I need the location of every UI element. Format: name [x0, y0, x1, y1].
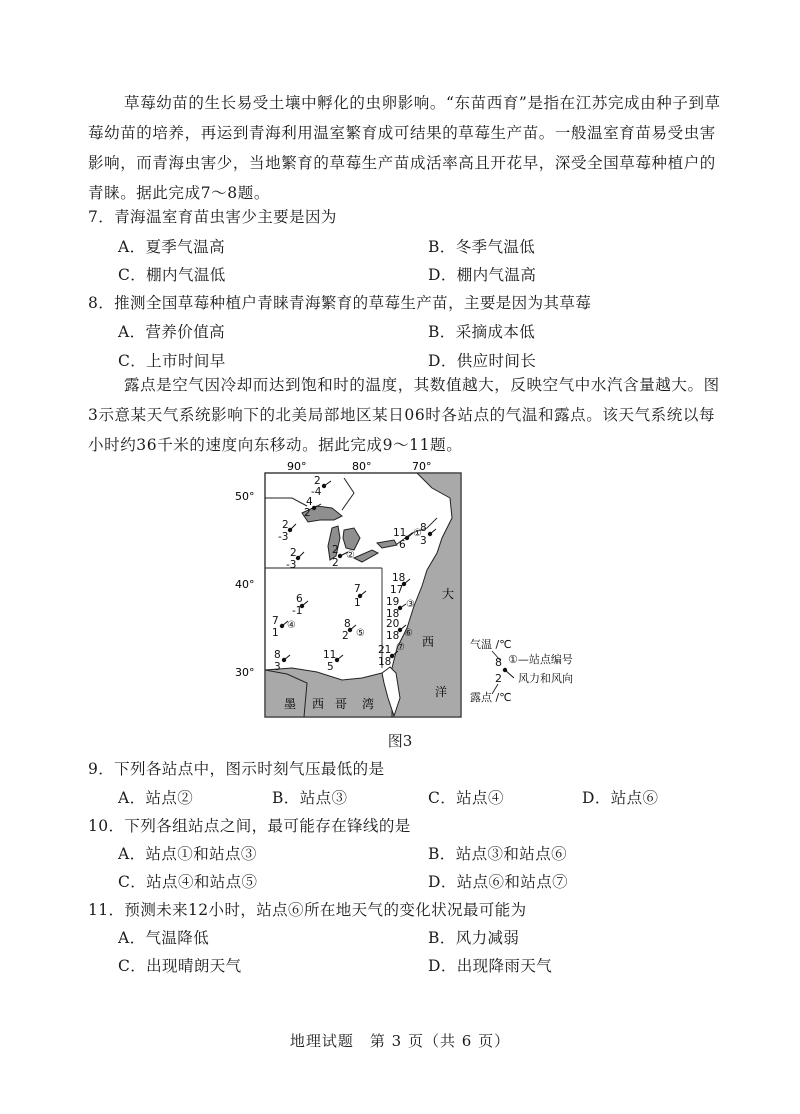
q9-option-a[interactable]: A．站点②: [118, 789, 194, 807]
svg-text:2: 2: [495, 672, 502, 685]
svg-text:露点 /℃: 露点 /℃: [470, 691, 512, 704]
svg-text:-4: -4: [311, 486, 322, 498]
q8-option-d[interactable]: D．供应时间长: [428, 352, 537, 370]
figure-caption: 图3: [387, 732, 413, 750]
q8-option-a[interactable]: A．营养价值高: [118, 323, 225, 341]
svg-text:②: ②: [346, 550, 355, 561]
svg-text:⑥: ⑥: [404, 628, 413, 639]
q7-option-c[interactable]: C．棚内气温低: [118, 266, 226, 284]
q11-option-d[interactable]: D．出现降雨天气: [428, 957, 553, 975]
svg-text:2: 2: [332, 557, 339, 569]
svg-text:18: 18: [386, 630, 400, 642]
svg-text:-3: -3: [278, 531, 289, 543]
q8-option-b[interactable]: B．采摘成本低: [428, 323, 536, 341]
question-8-stem: 8．推测全国草莓种植户青睐青海繁育的草莓生产苗，主要是因为其草莓: [88, 294, 592, 312]
svg-text:20: 20: [386, 618, 400, 630]
page-footer: 地理试题 第 3 页（共 6 页）: [289, 1032, 511, 1050]
lat-label-30: 30°: [235, 666, 255, 679]
svg-text:④: ④: [287, 620, 296, 631]
passage-dewpoint: 露点是空气因冷却而达到饱和时的温度，其数值越大，反映空气中水汽含量越大。图3示意某天气系统影响下的北美局部地区某日06时各站点的气温和露点。该天气系统以每小时约36千米的速度向东移动。据此完成9～11题。: [88, 376, 720, 454]
svg-text:7: 7: [272, 615, 279, 627]
map-legend: [470, 637, 573, 704]
svg-text:7: 7: [354, 583, 361, 595]
svg-text:⑤: ⑤: [356, 628, 365, 639]
svg-text:-3: -3: [286, 559, 297, 571]
svg-text:8: 8: [495, 656, 502, 669]
label-wan: 湾: [362, 697, 375, 711]
label-xi: 西: [312, 697, 325, 711]
q10-option-b[interactable]: B．站点③和站点⑥: [428, 845, 567, 863]
svg-text:-1: -1: [292, 605, 303, 617]
svg-text:5: 5: [327, 661, 334, 673]
svg-text:4: 4: [306, 496, 313, 508]
svg-text:⑦: ⑦: [396, 642, 405, 653]
svg-text:气温 /℃: 气温 /℃: [470, 638, 512, 651]
svg-text:3: 3: [420, 535, 427, 547]
svg-text:1: 1: [272, 627, 279, 639]
q11-option-c[interactable]: C．出现晴朗天气: [118, 957, 242, 975]
lon-label-90: 90°: [287, 460, 307, 473]
q7-option-a[interactable]: A．夏季气温高: [118, 238, 225, 256]
question-11-stem: 11．预测未来12小时，站点⑥所在地天气的变化状况最可能为: [88, 901, 527, 919]
lon-label-70: 70°: [412, 460, 432, 473]
question-7-stem: 7．青海温室育苗虫害少主要是因为: [88, 208, 337, 226]
svg-text:8: 8: [420, 522, 427, 534]
label-da: 大: [442, 587, 455, 601]
q9-option-b[interactable]: B．站点③: [272, 789, 348, 807]
label-yang: 洋: [435, 685, 448, 699]
q10-option-d[interactable]: D．站点⑥和站点⑦: [428, 873, 569, 891]
q9-option-d[interactable]: D．站点⑥: [582, 789, 659, 807]
question-10-stem: 10．下列各组站点之间，最可能存在锋线的是: [88, 817, 411, 835]
svg-text:6: 6: [399, 539, 406, 551]
q9-option-c[interactable]: C．站点④: [428, 789, 504, 807]
question-9-stem: 9．下列各站点中，图示时刻气压最低的是: [88, 760, 385, 778]
svg-text:1: 1: [354, 597, 361, 609]
svg-text:2: 2: [282, 519, 289, 531]
weather-station-map: [232, 458, 612, 723]
svg-text:11: 11: [393, 527, 407, 539]
svg-text:17: 17: [390, 584, 404, 596]
svg-text:2: 2: [342, 630, 349, 642]
lat-label-40: 40°: [235, 578, 255, 591]
svg-text:2: 2: [314, 475, 321, 487]
svg-text:3: 3: [274, 661, 281, 673]
q10-option-a[interactable]: A．站点①和站点③: [118, 845, 257, 863]
svg-text:8: 8: [274, 649, 281, 661]
svg-text:21: 21: [378, 644, 392, 656]
passage-strawberry: 草莓幼苗的生长易受土壤中孵化的虫卵影响。“东苗西育”是指在江苏完成由种子到草莓幼苗的培养，再运到青海利用温室繁育成可结果的草莓生产苗。一般温室育苗易受虫害影响，而青海虫害少，当地繁育的草莓生产苗成活率高且开花早，深受全国草莓种植户的青睐。据此完成7～8题。: [88, 94, 721, 202]
svg-text:18: 18: [392, 572, 406, 584]
svg-text:③: ③: [406, 599, 415, 610]
q11-option-b[interactable]: B．风力减弱: [428, 929, 520, 947]
q8-option-c[interactable]: C．上市时间早: [118, 352, 226, 370]
q11-option-a[interactable]: A．气温降低: [118, 929, 210, 947]
svg-text:2: 2: [290, 547, 297, 559]
q10-option-c[interactable]: C．站点④和站点⑤: [118, 873, 258, 891]
q7-option-b[interactable]: B．冬季气温低: [428, 238, 536, 256]
svg-text:19: 19: [386, 596, 400, 608]
svg-text:风力和风向: 风力和风向: [518, 672, 573, 685]
svg-text:2: 2: [304, 507, 311, 519]
label-ge: 哥: [335, 697, 348, 711]
svg-text:①: ①: [413, 528, 422, 539]
label-mexico: 墨: [284, 697, 297, 711]
q7-option-d[interactable]: D．棚内气温高: [428, 266, 537, 284]
svg-text:11: 11: [323, 649, 337, 661]
svg-text:①—站点编号: ①—站点编号: [508, 653, 573, 666]
svg-text:8: 8: [344, 618, 351, 630]
svg-text:18: 18: [386, 608, 400, 620]
label-ocean-xi: 西: [422, 635, 435, 649]
svg-text:2: 2: [332, 544, 339, 556]
svg-text:6: 6: [296, 593, 303, 605]
svg-text:18: 18: [378, 656, 392, 668]
lon-label-80: 80°: [352, 460, 372, 473]
lat-label-50: 50°: [235, 490, 255, 503]
